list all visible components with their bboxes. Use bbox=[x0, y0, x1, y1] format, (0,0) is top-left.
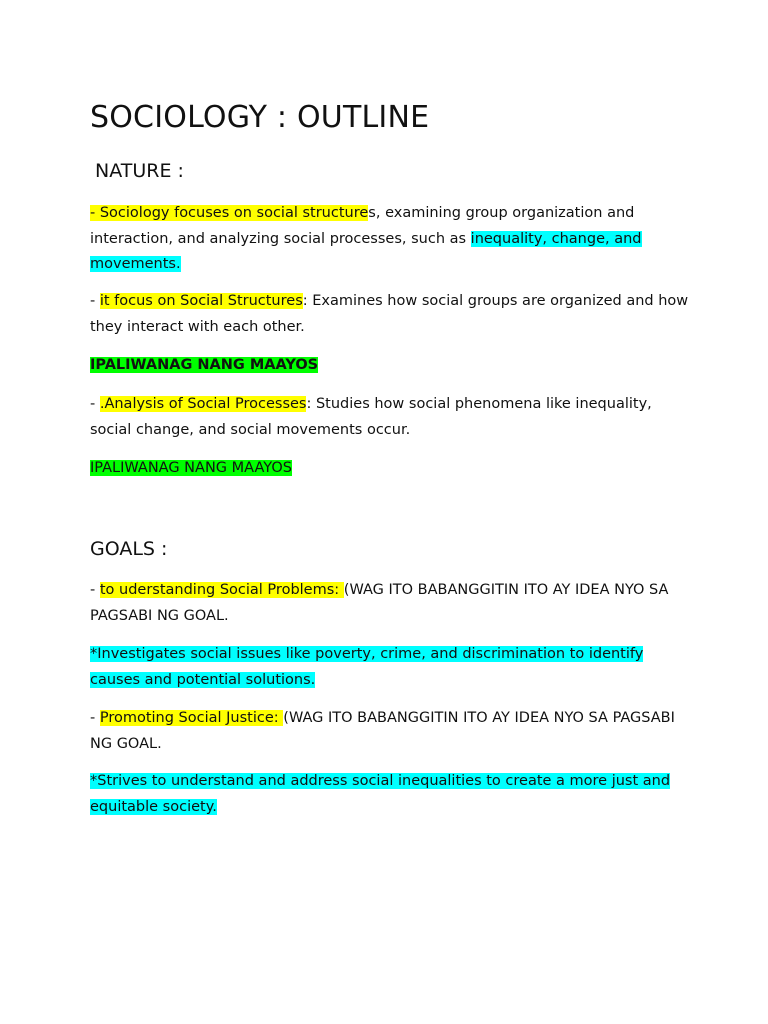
goal-1 bbox=[90, 578, 690, 629]
nature-heading: NATURE : bbox=[95, 160, 184, 182]
nature-paragraph-1 bbox=[90, 201, 690, 278]
nature-paragraph-3 bbox=[90, 392, 690, 443]
nature-note-2 bbox=[90, 456, 690, 482]
highlight-yellow: .Analysis of Social Processes bbox=[99, 396, 307, 412]
text-run: (WAG ITO BABANGGITIN ITO AY IDEA NYO SA PAGSABI NG GOAL. bbox=[90, 710, 675, 752]
goal-2-detail bbox=[90, 769, 690, 820]
highlight-green: IPALIWANAG NANG MAAYOS bbox=[90, 357, 319, 373]
text-run: (WAG ITO BABANGGITIN ITO AY IDEA NYO SA PAGSABI NG GOAL. bbox=[90, 582, 669, 624]
bullet-prefix: - bbox=[90, 396, 100, 412]
nature-note-1 bbox=[90, 353, 690, 379]
highlight-green: IPALIWANAG NANG MAAYOS bbox=[90, 460, 292, 476]
highlight-cyan: *Strives to understand and address social inequalities to create a more just and equitable society. bbox=[90, 773, 671, 815]
nature-paragraph-2 bbox=[90, 289, 690, 340]
bullet-prefix: - bbox=[90, 710, 100, 726]
highlight-yellow: to uderstanding Social Problems: bbox=[99, 582, 344, 598]
goals-heading: GOALS : bbox=[90, 538, 168, 560]
text-run: : Examines how social groups are organized and how they interact with each other. bbox=[90, 293, 689, 335]
text-run: s, examining group organization and interaction, and analyzing social processes, such as bbox=[90, 205, 635, 247]
bullet-prefix: - bbox=[90, 582, 100, 598]
bullet-prefix: - bbox=[90, 293, 100, 309]
goal-2 bbox=[90, 706, 690, 757]
goal-1-detail bbox=[90, 642, 690, 693]
highlight-cyan: *Investigates social issues like poverty, crime, and discrimination to identify causes and potential solutions. bbox=[90, 646, 644, 688]
text-run: : Studies how social phenomena like inequality, social change, and social movements occur. bbox=[90, 396, 652, 438]
highlight-yellow: it focus on Social Structures bbox=[99, 293, 303, 309]
highlight-cyan: inequality, change, and movements. bbox=[90, 230, 642, 272]
document-title: SOCIOLOGY : OUTLINE bbox=[90, 100, 430, 135]
highlight-yellow: - Sociology focuses on social structure bbox=[90, 205, 369, 221]
highlight-yellow: Promoting Social Justice: bbox=[99, 710, 284, 726]
